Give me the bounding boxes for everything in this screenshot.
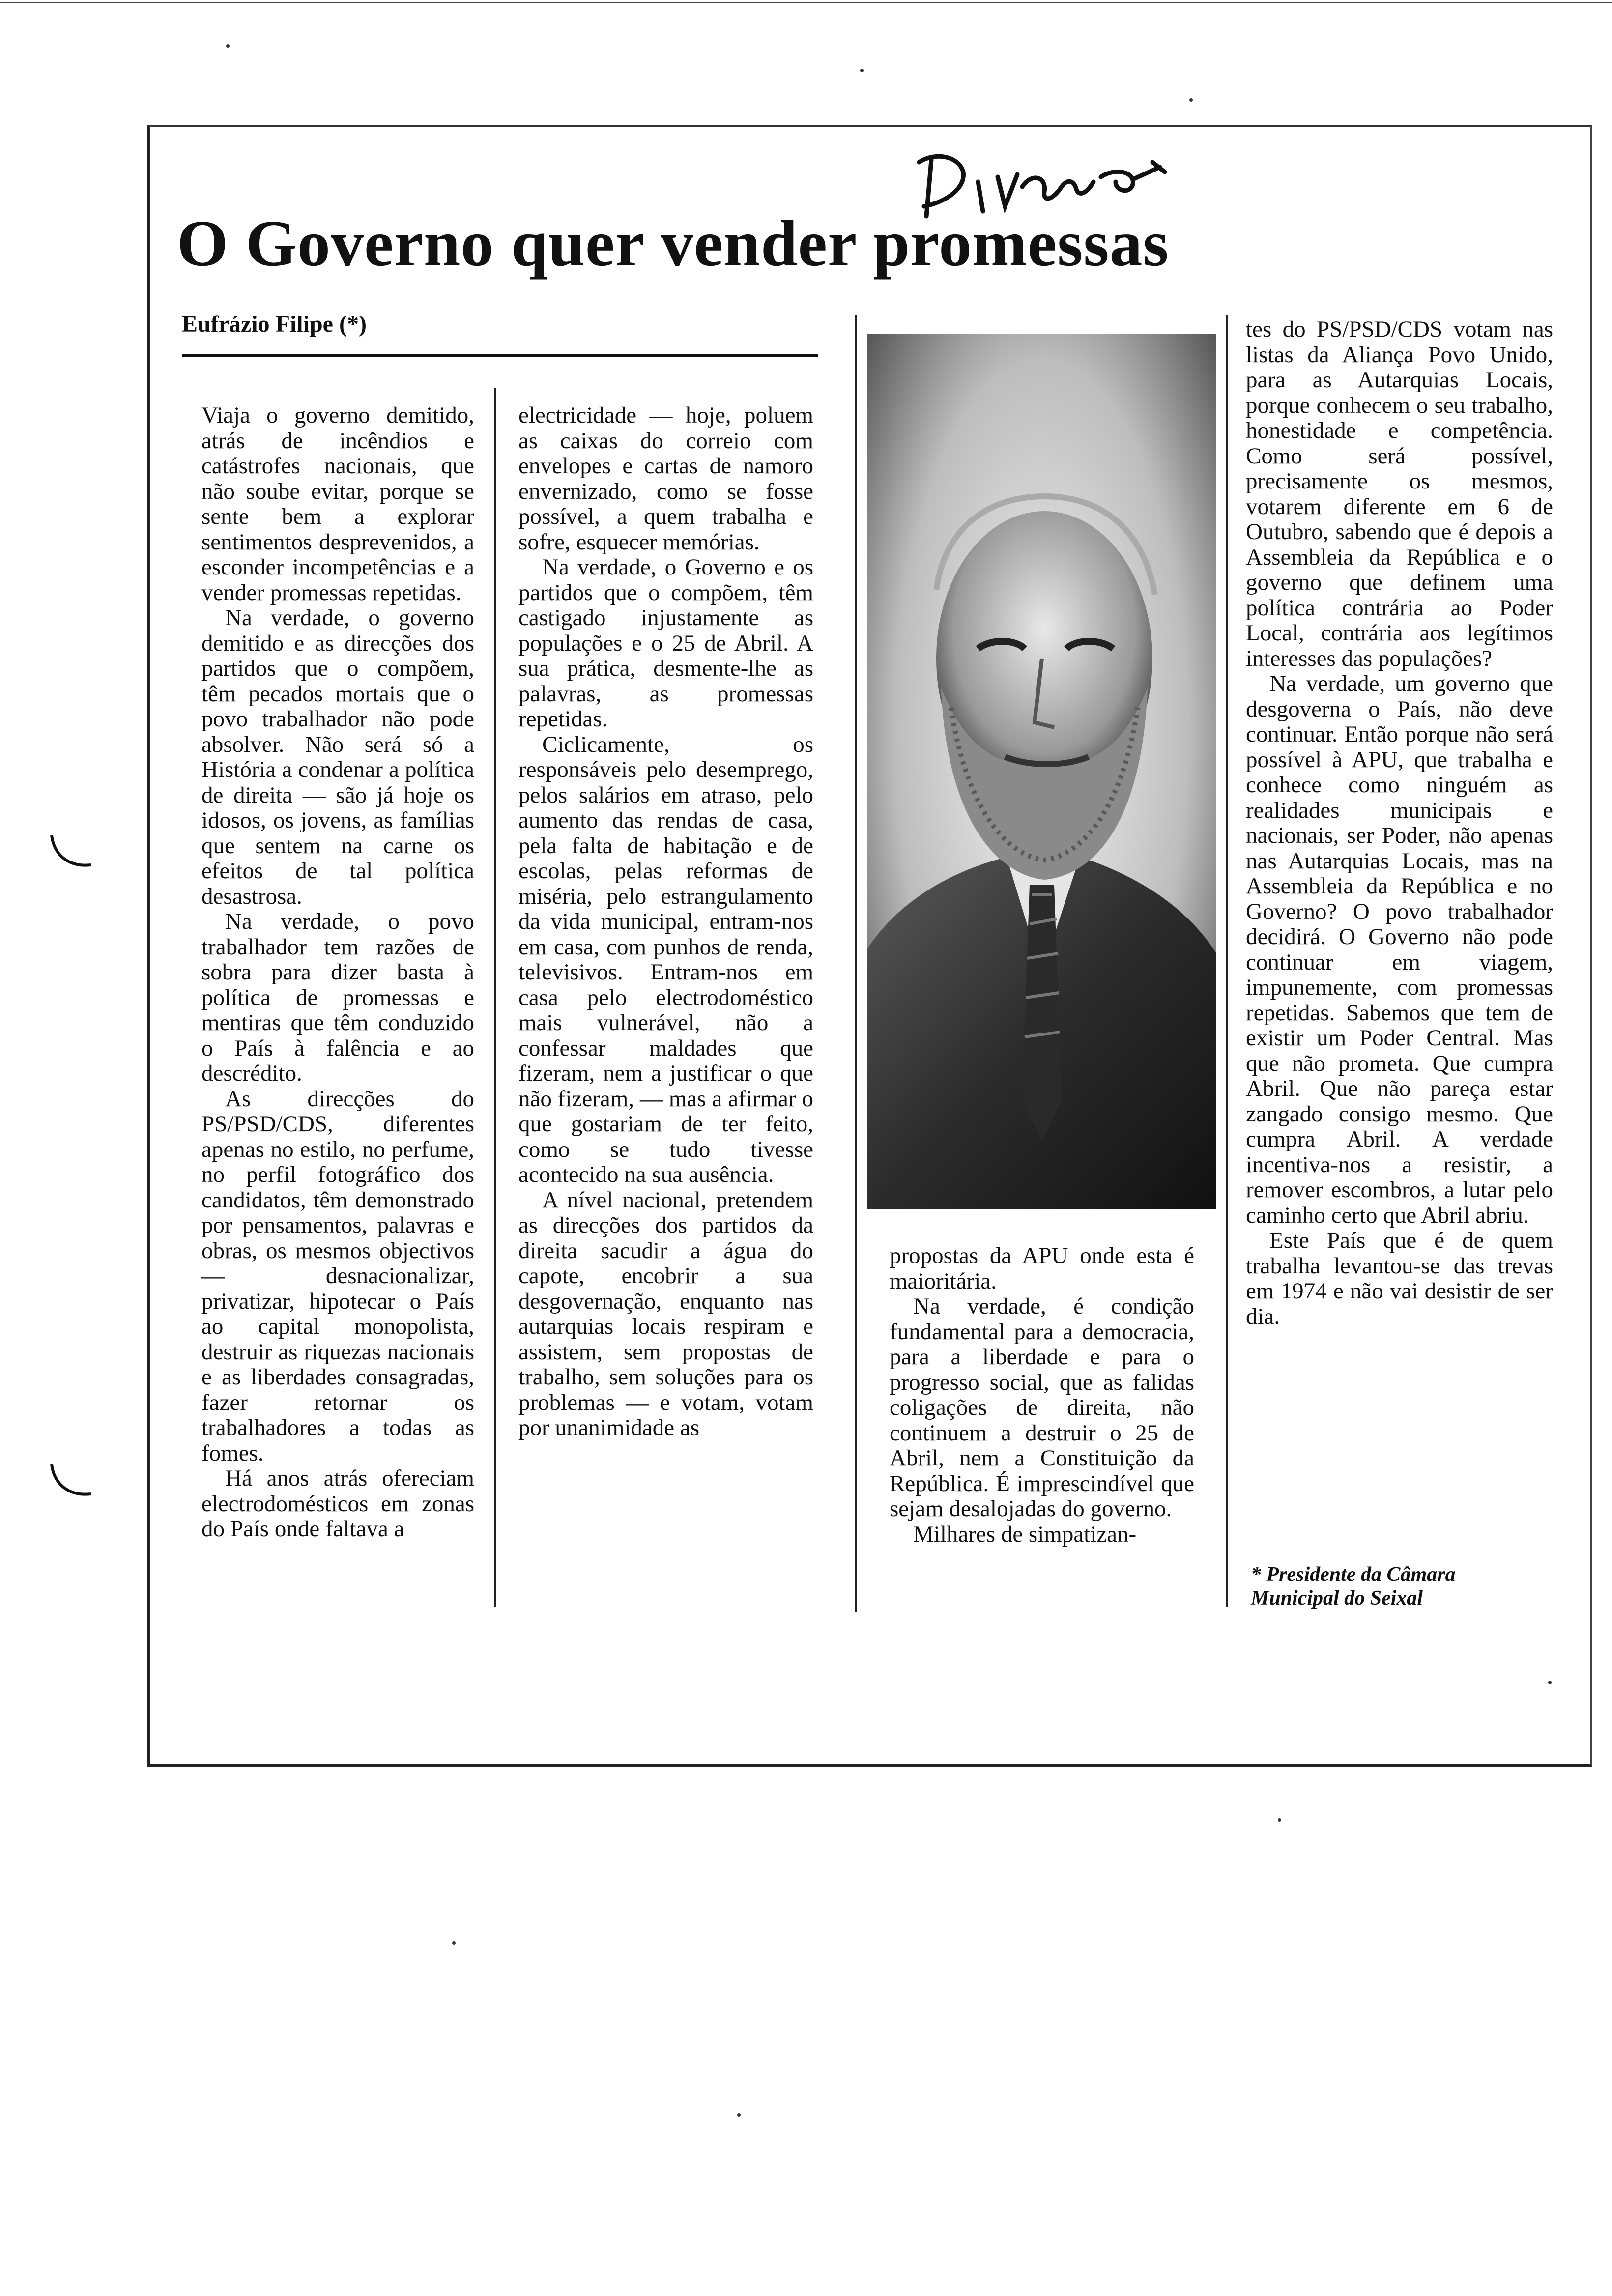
footnote-line: Municipal do Seixal: [1251, 1587, 1423, 1609]
column-rule: [855, 315, 857, 1612]
author-photo: [867, 334, 1216, 1209]
byline-rule: [182, 354, 818, 357]
scan-speck: [1548, 1681, 1552, 1684]
author-footnote: [1251, 1563, 1555, 1610]
paragraph: A nível nacional, pretendem as direcções dos partidos da direita sacudir a água do capote, encobrir a sua desgovernação, enquanto nas autarquias locais respiram e assistem, sem propostas de trabalho, sem soluções para os problemas — e votam, votam por unanimidade as: [518, 1187, 813, 1440]
paragraph: Este País que é de quem trabalha levantou-se das trevas em 1974 e não vai desistir de ser dia.: [1246, 1228, 1553, 1329]
margin-mark: [44, 1460, 98, 1504]
paragraph: propostas da APU onde esta é maioritária.: [890, 1243, 1194, 1294]
headline: O Governo quer vender promessas: [177, 207, 1169, 280]
scan-edge: [0, 2, 1612, 3]
paragraph: Na verdade, o Governo e os partidos que o compõem, têm castigado injustamente as populações e o 25 de Abril. A sua prática, desmente-lhe as palavras, as promessas repetidas.: [518, 554, 813, 732]
paragraph: Na verdade, o governo demitido e as direcções dos partidos que o compõem, têm pecados mortais que o povo trabalhador não pode absolver. Não será só a História a condenar a política de direita — são já hoje os idosos, os jovens, as famílias que sentem na carne os efeitos de tal política desastrosa.: [202, 605, 474, 909]
paragraph: Na verdade, um governo que desgoverna o País, não deve continuar. Então porque não será possível à APU, que trabalha e conhece como ninguém as realidades municipais e nacionais, ser Poder, não apenas nas Autarquias Locais, mas na Assembleia da República e no Governo? O povo trabalhador decidirá. O Governo não pode continuar em viagem, impunemente, com promessas repetidas. Sabemos que tem de existir um Poder Central. Mas que não prometa. Que cumpra Abril. Que não pareça estar zangado consigo mesmo. Que cumpra Abril. A verdade incentiva-nos a resistir, a remover escombros, a lutar pelo caminho certo que Abril abriu.: [1246, 671, 1553, 1228]
paragraph: As direcções do PS/PSD/CDS, diferentes apenas no estilo, no perfume, no perfil fotográfico dos candidatos, têm demonstrado por pensamentos, palavras e obras, os mesmos objectivos — desnacionalizar, privatizar, hipotecar o País ao capital monopolista, destruir as riquezas nacionais e as liberdades consagradas, fazer retornar os trabalhadores a todas as fomes.: [202, 1086, 474, 1466]
article-column-2: [518, 403, 813, 1441]
article-column-4: [1246, 317, 1553, 1329]
paragraph: Na verdade, é condição fundamental para a democracia, para a liberdade e para o progresso social, que as falidas coligações de direita, não continuem a destruir o 25 de Abril, nem a Constituição da República. É imprescindível que sejam desalojadas do governo.: [890, 1293, 1194, 1521]
paragraph: Há anos atrás ofereciam electrodomésticos em zonas do País onde faltava a: [202, 1465, 474, 1542]
column-rule: [1226, 315, 1228, 1607]
byline: Eufrázio Filipe (*): [182, 311, 367, 337]
scan-speck: [452, 1941, 456, 1945]
scan-speck: [1278, 1818, 1281, 1822]
paragraph: Viaja o governo demitido, atrás de incêndios e catástrofes nacionais, que não soube evitar, porque se sente bem a explorar sentimentos desprevenidos, a esconder incompetências e a vender promessas repetidas.: [202, 402, 474, 605]
column-rule: [494, 388, 496, 1607]
margin-mark: [44, 831, 98, 875]
scan-speck: [860, 69, 864, 72]
paragraph: Ciclicamente, os responsáveis pelo desemprego, pelos salários em atraso, pelo aumento das rendas de casa, pela falta de habitação e de escolas, pelas reformas de miséria, pelo estrangulamento da vida municipal, entram-nos em casa, com punhos de renda, televisivos. Entram-nos em casa pelo electrodoméstico mais vulnerável, não a confessar maldades que fizeram, nem a justificar o que não fizeram, — mas a afirmar o que gostariam de ter feito, como se tudo tivesse acontecido na sua ausência.: [518, 731, 813, 1187]
article-column-3: [890, 1243, 1194, 1547]
scan-speck: [226, 44, 230, 48]
paragraph: Milhares de simpatizan-: [913, 1521, 1137, 1547]
paragraph: Na verdade, o povo trabalhador tem razões de sobra para dizer basta à política de promessas e mentiras que têm conduzido o País à falência e ao descrédito.: [202, 909, 474, 1086]
scan-speck: [1189, 98, 1193, 102]
footnote-line: * Presidente da Câmara: [1251, 1563, 1456, 1586]
article-column-1: [202, 403, 474, 1542]
paragraph: electricidade — hoje, poluem as caixas do correio com envelopes e cartas de namoro envernizado, como se fosse possível, a quem trabalha e sofre, esquecer memórias.: [518, 402, 813, 555]
paragraph: tes do PS/PSD/CDS votam nas listas da Aliança Povo Unido, para as Autarquias Locais, porque conhecem o seu trabalho, honestidade e competência. Como será possível, precisamente os mesmos, votarem diferente em 6 de Outubro, sabendo que é depois a Assembleia da República e o governo que definem uma política contrária ao Poder Local, contrária aos legítimos interesses das populações?: [1246, 316, 1553, 671]
scan-speck: [737, 2113, 741, 2117]
